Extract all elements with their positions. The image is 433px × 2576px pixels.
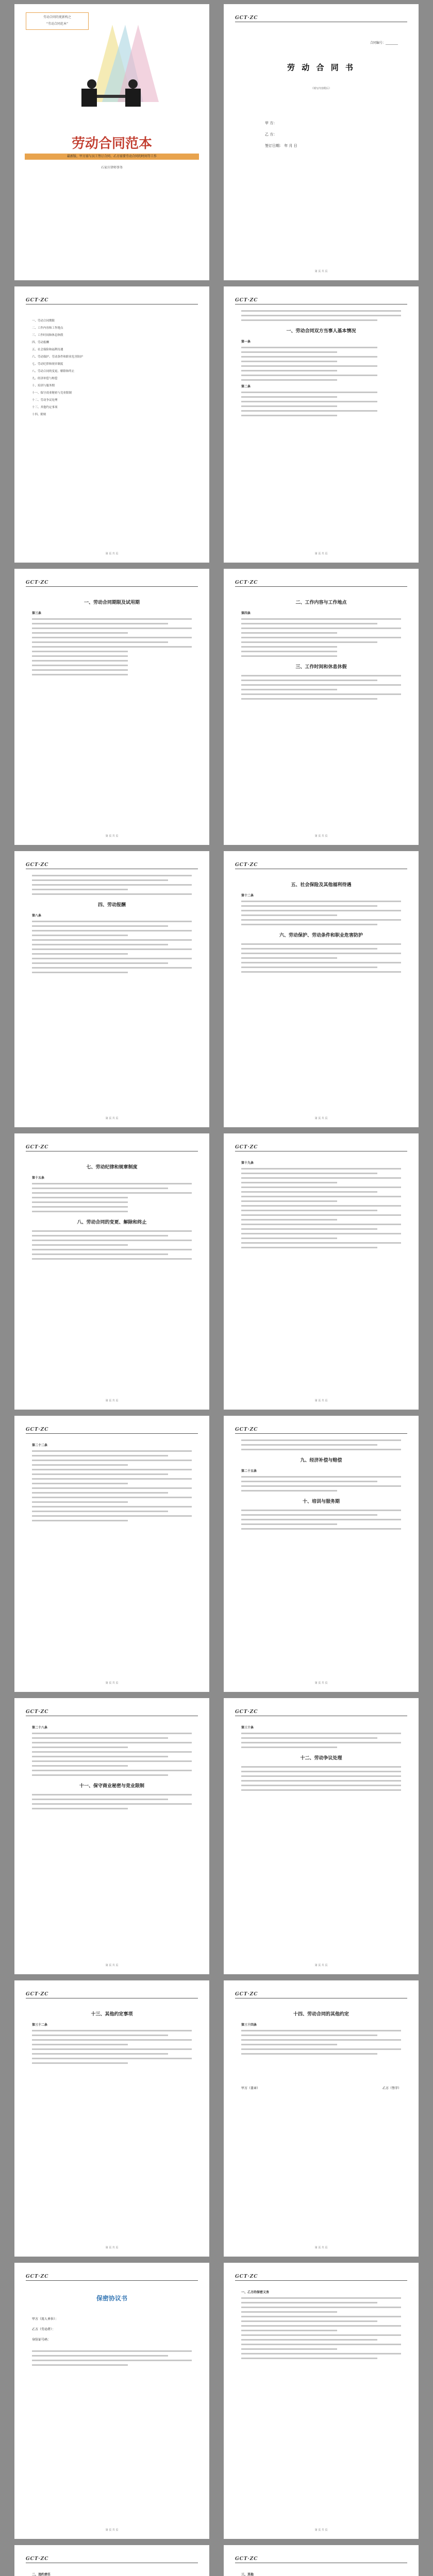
page-19: GCT·ZC 二、违约责任: [14, 2545, 209, 2576]
page-9: GCT·ZC 七、劳动纪律和规章制度 第十五条 八、劳动合同的变更、解除和终止 第 页 共 页: [14, 1133, 209, 1410]
page-cover: [14, 4, 209, 280]
cover-title: 劳动合同范本: [71, 136, 152, 151]
page-16: GCT·ZC 十四、劳动合同的其他约定 第三十四条 甲方（盖章） 乙方（签字） 第 页 共 页: [224, 1980, 419, 2257]
page-13: GCT·ZC 第二十八条 十一、保守商业秘密与竞业限制 第 页 共 页: [14, 1698, 209, 1974]
cover-subtitle: 最新版、甲方需与员工签订合同、乙方需要劳动合同的时间等工作: [66, 155, 157, 158]
contract-note: （填写内容附后）: [310, 87, 331, 90]
page-6: GCT·ZC 二、工作内容与工作地点 第四条 三、工作时间和休息休假 第 页 共 页: [224, 569, 419, 845]
contract-no: 合同编号：________: [370, 41, 398, 45]
page-14: GCT·ZC 第三十条 十二、劳动争议处理 第 页 共 页: [224, 1698, 419, 1974]
page-20: GCT·ZC 三、其他: [224, 2545, 419, 2576]
page-contract-title: GCT·ZC 合同编号：________ 劳 动 合 同 书 （填写内容附后） 甲 方： 乙 方： 签订日期： 年 月 日 第 页 共 页: [224, 4, 419, 280]
page-12: GCT·ZC 九、经济补偿与赔偿 第二十五条 十、培训与服务期 第 页 共 页: [224, 1416, 419, 1692]
page-10: GCT·ZC 第十九条 第 页 共 页: [224, 1133, 419, 1410]
page-15: GCT·ZC 十三、其他约定事项 第三十二条 第 页 共 页: [14, 1980, 209, 2257]
cover-stamp: 劳动合同的更新构之 “劳动合同范本”: [26, 12, 89, 30]
sign-a: 甲方（盖章）: [241, 2087, 260, 2090]
page-header: GCT·ZC: [26, 298, 198, 304]
page-18: GCT·ZC 一、乙方的保密义务 第 页 共 页: [224, 2263, 419, 2539]
sign-b: 乙方（签字）: [382, 2087, 401, 2090]
cover-org: 石家庄律师事务: [101, 166, 123, 170]
page-8: GCT·ZC 五、社会保险及其他福利待遇 第十二条 六、劳动保护、劳动条件和职业危害防护 第 页 共 页: [224, 851, 419, 1127]
page-5: GCT·ZC 一、劳动合同期限及试用期 第三条 第 页 共 页: [14, 569, 209, 845]
page-4: GCT·ZC 一、劳动合同双方当事人基本情况 第一条 第二条 第 页 共 页: [224, 286, 419, 563]
toc: 一、劳动合同期限 二、工作内容和工作地点 三、工作时间和休息休假 四、劳动报酬 五、社会保险和福利待遇 六、劳动保护、劳动条件和职业危害防护 七、劳动纪律和规章制度 八、劳动合同的变更、解除和终止 九、经济补偿与赔偿 十、培训与服务期 十一、保守商业秘密与竞业限制 十二、劳动争议处理 十三、其他约定事项 十四、附则: [32, 319, 84, 416]
cover-illustration: [14, 20, 209, 123]
page-17: GCT·ZC 保密协议书 甲方（用人单位）： 乙方（劳动者）： 身份证号码： 第 页 共 页: [14, 2263, 209, 2539]
page-header: GCT·ZC: [235, 15, 407, 22]
contract-title: 劳 动 合 同 书: [287, 63, 355, 72]
nda-title: 保密协议书: [96, 2295, 127, 2302]
contract-fields: 甲 方： 乙 方： 签订日期： 年 月 日: [265, 121, 297, 148]
page-7: GCT·ZC 四、劳动报酬 第八条 第 页 共 页: [14, 851, 209, 1127]
page-11: GCT·ZC 第二十二条 第 页 共 页: [14, 1416, 209, 1692]
page-toc: GCT·ZC 一、劳动合同期限 二、工作内容和工作地点 三、工作时间和休息休假 四、劳动报酬 五、社会保险和福利待遇 六、劳动保护、劳动条件和职业危害防护 七、劳动纪律和规章制度 八、劳动合同的变更、解除和终止 九、经济补偿与赔偿 十、培训与服务期 十一、保守商业秘密与竞业限制 十二、劳动争议处理 十三、其他约定事项 十四、附则 第 页 共 页: [14, 286, 209, 563]
